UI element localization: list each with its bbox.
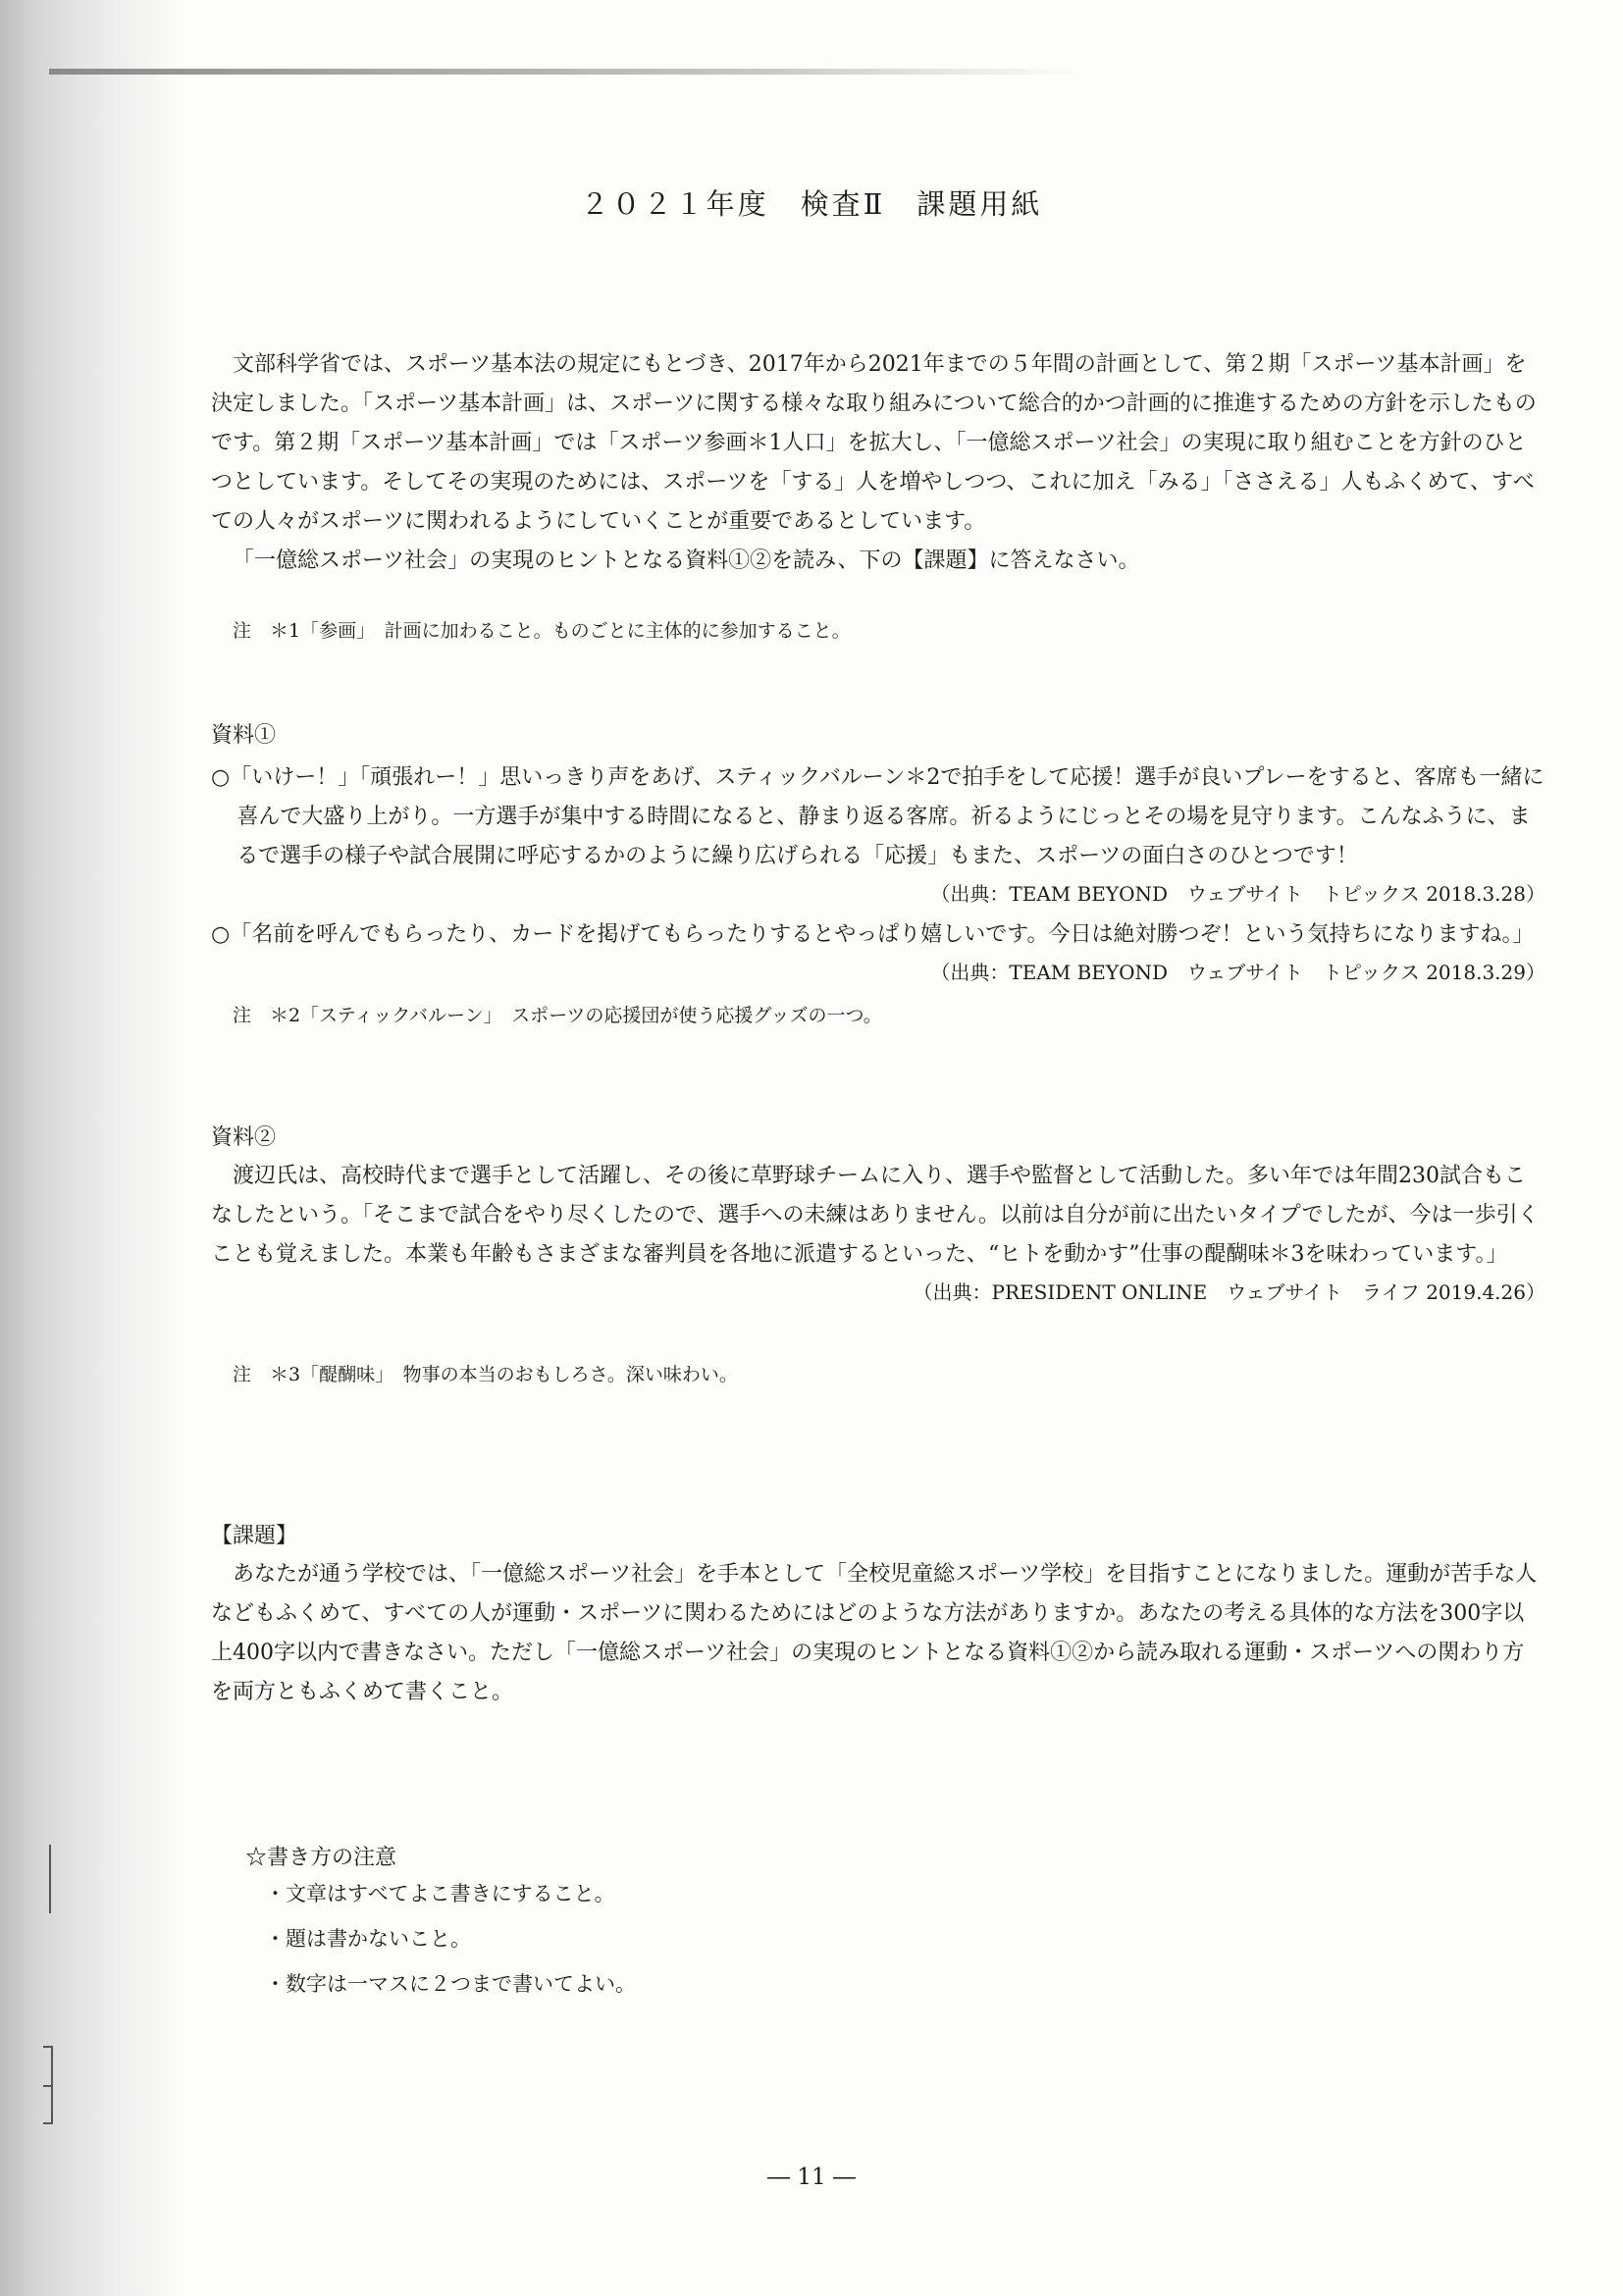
intro-instruction: 「一億総スポーツ社会」の実現のヒントとなる資料①②を読み、下の【課題】に答えなさい。	[233, 548, 1140, 573]
writing-notes-heading: ☆書き方の注意	[245, 1846, 397, 1870]
material1-source1: （出典：TEAM BEYOND ウェブサイト トピックス 2018.3.28）	[930, 882, 1545, 906]
material2-section	[211, 1121, 1545, 1310]
material1-footnote: 注 ＊2「スティックバルーン」 スポーツの応援団が使う応援グッズの一つ。	[233, 1005, 882, 1026]
page-title: ２０２１年度 検査Ⅱ 課題用紙	[580, 187, 1043, 221]
material1-section	[211, 718, 1545, 990]
writing-note-item: ・題は書かないこと。	[265, 1927, 471, 1951]
task-heading: 【課題】	[211, 1524, 298, 1548]
material2-body: 渡辺氏は、高校時代まで選手として活躍し、その後に草野球チームに入り、選手や監督として活動した。多い年では年間230試合もこなしたという。「そこまで試合をやり尽くしたので、選手への未練はありません。以前は自分が前に出たいタイプでしたが、今は一歩引くことも覚えました。本業も年齢もさまざまな審判員を各地に派遣するといった、“ヒトを動かす”仕事の醍醐味＊3を味わっています。」	[211, 1164, 1540, 1267]
intro-section	[211, 345, 1545, 581]
intro-note-wrap	[231, 616, 1565, 643]
material2-source: （出典：PRESIDENT ONLINE ウェブサイト ライフ 2019.4.26）	[913, 1280, 1545, 1304]
intro-footnote: 注 ＊1「参画」 計画に加わること。ものごとに主体的に参加すること。	[233, 620, 851, 642]
writing-notes-list	[245, 1871, 1580, 2007]
task-body: あなたが通う学校では、「一億総スポーツ社会」を手本として「全校児童総スポーツ学校」を目指すことになりました。運動が苦手な人などもふくめて、すべての人が運動・スポーツに関わるためにはどのような方法がありますか。あなたの考える具体的な方法を300字以上400字以内で書きなさい。ただし「一億総スポーツ社会」の実現のヒントとなる資料①②から読み取れる運動・スポーツへの関わり方を両方ともふくめて書くこと。	[211, 1562, 1538, 1704]
task-section	[211, 1519, 1545, 1712]
material2-note-wrap	[231, 1360, 1565, 1386]
material1-quote2: ○「名前を呼んでもらったり、カードを掲げてもらったりするとやっぱり嬉しいです。今日は絶対勝つぞ！という気持ちになりますね。」	[211, 922, 1535, 947]
writing-note-item: ・文章はすべてよこ書きにすること。	[265, 1882, 615, 1905]
material1-source2: （出典：TEAM BEYOND ウェブサイト トピックス 2018.3.29）	[930, 961, 1545, 984]
material1-heading: 資料①	[211, 723, 277, 748]
material1-note-wrap	[231, 1001, 1565, 1027]
page-number: ― 11 ―	[767, 2165, 856, 2190]
material1-quote1: ○「いけー！」「頑張れー！」思いっきり声をあげ、スティックバルーン＊2で拍手をして応援！選手が良いプレーをすると、客席も一緒に喜んで大盛り上がり。一方選手が集中する時間になると、静まり返る客席。祈るようにじっとその場を見守ります。こんなふうに、まるで選手の様子や試合展開に呼応するかのように繰り広げられる「応援」もまた、スポーツの面白さのひとつです！	[211, 765, 1544, 868]
material2-heading: 資料②	[211, 1125, 277, 1150]
intro-paragraph: 文部科学省では、スポーツ基本法の規定にもとづき、2017年から2021年までの５年間の計画として、第２期「スポーツ基本計画」を決定しました。「スポーツ基本計画」は、スポーツに関する様々な取り組みについて総合的かつ計画的に推進するための方針を示したものです。第２期「スポーツ基本計画」では「スポーツ参画＊1人口」を拡大し、「一億総スポーツ社会」の実現に取り組むことを方針のひとつとしています。そしてその実現のためには、スポーツを「する」人を増やしつつ、これに加え「みる」「ささえる」人もふくめて、すべての人々がスポーツに関われるようにしていくことが重要であるとしています。	[211, 352, 1537, 534]
writing-note-item: ・数字は一マスに２つまで書いてよい。	[265, 1972, 636, 1996]
writing-notes-section	[245, 1841, 1580, 2007]
material2-footnote: 注 ＊3「醍醐味」 物事の本当のおもしろさ。深い味わい。	[233, 1364, 738, 1385]
